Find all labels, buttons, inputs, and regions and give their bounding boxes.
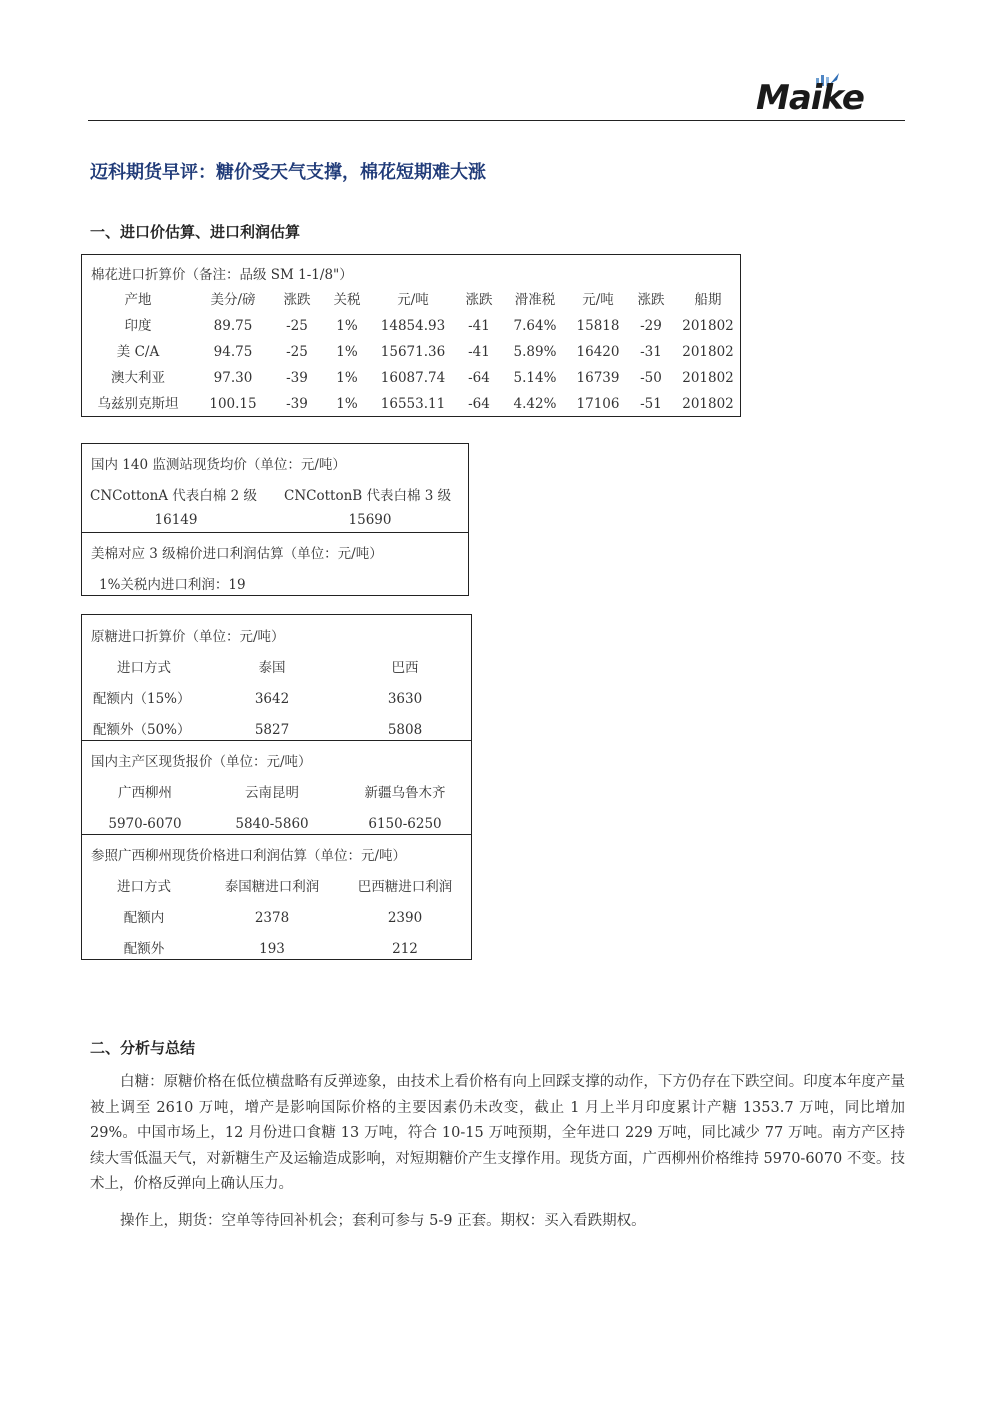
table-cell: 5.89% xyxy=(513,344,557,360)
table-cell: 配额外 xyxy=(123,941,165,957)
profit-caption: 美棉对应 3 级棉价进口利润估算（单位：元/吨） xyxy=(91,546,383,562)
operation-paragraph xyxy=(90,1209,905,1235)
column-header: 巴西糖进口利润 xyxy=(357,879,453,895)
table-cell: -39 xyxy=(286,370,308,386)
table-cell: 配额内（15%） xyxy=(93,691,191,707)
table-cell: 89.75 xyxy=(213,318,253,334)
table-cell: 乌兹别克斯坦 xyxy=(97,396,179,412)
table-caption: 参照广西柳州现货价格进口利润估算（单位：元/吨） xyxy=(91,848,407,864)
column-header: 涨跌 xyxy=(637,292,665,308)
table-cell: 2390 xyxy=(387,910,423,926)
table-divider xyxy=(82,834,471,835)
table-cell: 配额外（50%） xyxy=(93,722,191,738)
column-header: 美分/磅 xyxy=(210,292,256,308)
table-cell: 16553.11 xyxy=(380,396,446,412)
table-cell: 7.64% xyxy=(513,318,557,334)
column-header: 新疆乌鲁木齐 xyxy=(364,785,446,801)
table-caption: 原糖进口折算价（单位：元/吨） xyxy=(91,629,285,645)
profit-value: 1%关税内进口利润：19 xyxy=(99,577,246,593)
table-caption: 棉花进口折算价（备注：品级 SM 1-1/8"） xyxy=(91,267,353,283)
maike-logo xyxy=(756,72,896,118)
header-divider xyxy=(88,120,905,121)
table-cell: 6150-6250 xyxy=(368,816,442,832)
table-cell: 美 C/A xyxy=(116,344,160,360)
table-cell: 5840-5860 xyxy=(235,816,309,832)
analysis-paragraph xyxy=(90,1070,905,1198)
table-cell: 94.75 xyxy=(213,344,253,360)
logo-text: Maike xyxy=(756,78,864,118)
table-cell: 17106 xyxy=(576,396,620,412)
table-cell: 201802 xyxy=(682,344,734,360)
table-cell: 1% xyxy=(336,344,358,360)
table-cell: 15671.36 xyxy=(380,344,446,360)
column-header: 关税 xyxy=(333,292,361,308)
table-cell: 5.14% xyxy=(513,370,557,386)
section1-heading: 一、进口价估算、进口利润估算 xyxy=(90,223,301,241)
table-cell: 2378 xyxy=(254,910,290,926)
table-cell: -31 xyxy=(640,344,662,360)
column-header: 云南昆明 xyxy=(245,785,299,801)
column-header: 泰国糖进口利润 xyxy=(224,879,320,895)
cncottona-label: CNCottonA 代表白棉 2 级 xyxy=(90,488,257,504)
table-divider xyxy=(82,740,471,741)
column-header: 涨跌 xyxy=(283,292,311,308)
table-cell: 5808 xyxy=(387,722,423,738)
table-cell: -51 xyxy=(640,396,662,412)
table-divider xyxy=(82,532,468,533)
table-cell: -41 xyxy=(468,318,490,334)
section2-heading: 二、分析与总结 xyxy=(90,1039,196,1057)
table-cell: 97.30 xyxy=(213,370,253,386)
column-header: 产地 xyxy=(124,292,152,308)
column-header: 滑准税 xyxy=(514,292,556,308)
table-cell: 澳大利亚 xyxy=(111,370,165,386)
table-cell: -25 xyxy=(286,318,308,334)
table-cell: 201802 xyxy=(682,318,734,334)
cncottonb-label: CNCottonB 代表白棉 3 级 xyxy=(284,488,452,504)
column-header: 进口方式 xyxy=(117,879,171,895)
column-header: 元/吨 xyxy=(582,292,614,308)
table-cell: -64 xyxy=(468,370,490,386)
table-cell: 配额内 xyxy=(123,910,165,926)
sugar-table xyxy=(81,614,472,960)
table-cell: 4.42% xyxy=(513,396,557,412)
table-cell: 5970-6070 xyxy=(108,816,182,832)
column-header: 泰国 xyxy=(258,660,286,676)
table-cell: -39 xyxy=(286,396,308,412)
page-title: 迈科期货早评：糖价受天气支撑，棉花短期难大涨 xyxy=(90,162,486,183)
column-header: 广西柳州 xyxy=(118,785,172,801)
table-cell: 16739 xyxy=(576,370,620,386)
column-header: 巴西 xyxy=(391,660,419,676)
table-cell: -64 xyxy=(468,396,490,412)
table-cell: 193 xyxy=(259,941,285,957)
cotton-import-table xyxy=(81,254,741,417)
table-cell: -50 xyxy=(640,370,662,386)
table-cell: 201802 xyxy=(682,370,734,386)
operation-text: 操作上，期货：空单等待回补机会；套利可参与 5-9 正套。期权：买入看跌期权。 xyxy=(120,1213,646,1229)
column-header: 涨跌 xyxy=(465,292,493,308)
table-cell: 1% xyxy=(336,318,358,334)
table-cell: 16420 xyxy=(576,344,620,360)
table-caption: 国内 140 监测站现货均价（单位：元/吨） xyxy=(91,457,346,473)
table-cell: 14854.93 xyxy=(380,318,446,334)
analysis-text: 白糖：原糖价格在低位横盘略有反弹迹象，由技术上看价格有向上回踩支撑的动作，下方仍存在下跌空间。印度本年度产量被上调至 2610 万吨，增产是影响国际价格的主要因素仍未改变，截止 1 月上半月印度累计产糖 1353.7 万吨，同比增加 29%。中国市场上，12 月份进口食糖 13 万吨，符合 10-15 万吨预期，全年进口 229 万吨，同比减少 77 万吨。南方产区持续大雪低温天气，对新糖生产及运输造成影响，对短期糖价产生支撑作用。现货方面，广西柳州价格维持 5970-6070 不变。技术上，价格反弹向上确认压力。 xyxy=(90,1074,905,1192)
table-cell: 1% xyxy=(336,370,358,386)
table-cell: 201802 xyxy=(682,396,734,412)
table-cell: 1% xyxy=(336,396,358,412)
table-caption: 国内主产区现货报价（单位：元/吨） xyxy=(91,754,312,770)
cncottona-value: 16149 xyxy=(154,512,198,528)
column-header: 进口方式 xyxy=(117,660,171,676)
table-cell: 3642 xyxy=(254,691,290,707)
table-cell: 印度 xyxy=(124,318,152,334)
table-cell: -25 xyxy=(286,344,308,360)
cotton-domestic-table xyxy=(81,443,469,596)
table-cell: 100.15 xyxy=(209,396,257,412)
cncottonb-value: 15690 xyxy=(348,512,392,528)
table-cell: 212 xyxy=(392,941,418,957)
column-header: 船期 xyxy=(694,292,722,308)
table-cell: 5827 xyxy=(254,722,290,738)
table-cell: -41 xyxy=(468,344,490,360)
table-cell: 16087.74 xyxy=(380,370,446,386)
table-cell: -29 xyxy=(640,318,662,334)
column-header: 元/吨 xyxy=(397,292,429,308)
table-cell: 3630 xyxy=(387,691,423,707)
table-cell: 15818 xyxy=(576,318,620,334)
